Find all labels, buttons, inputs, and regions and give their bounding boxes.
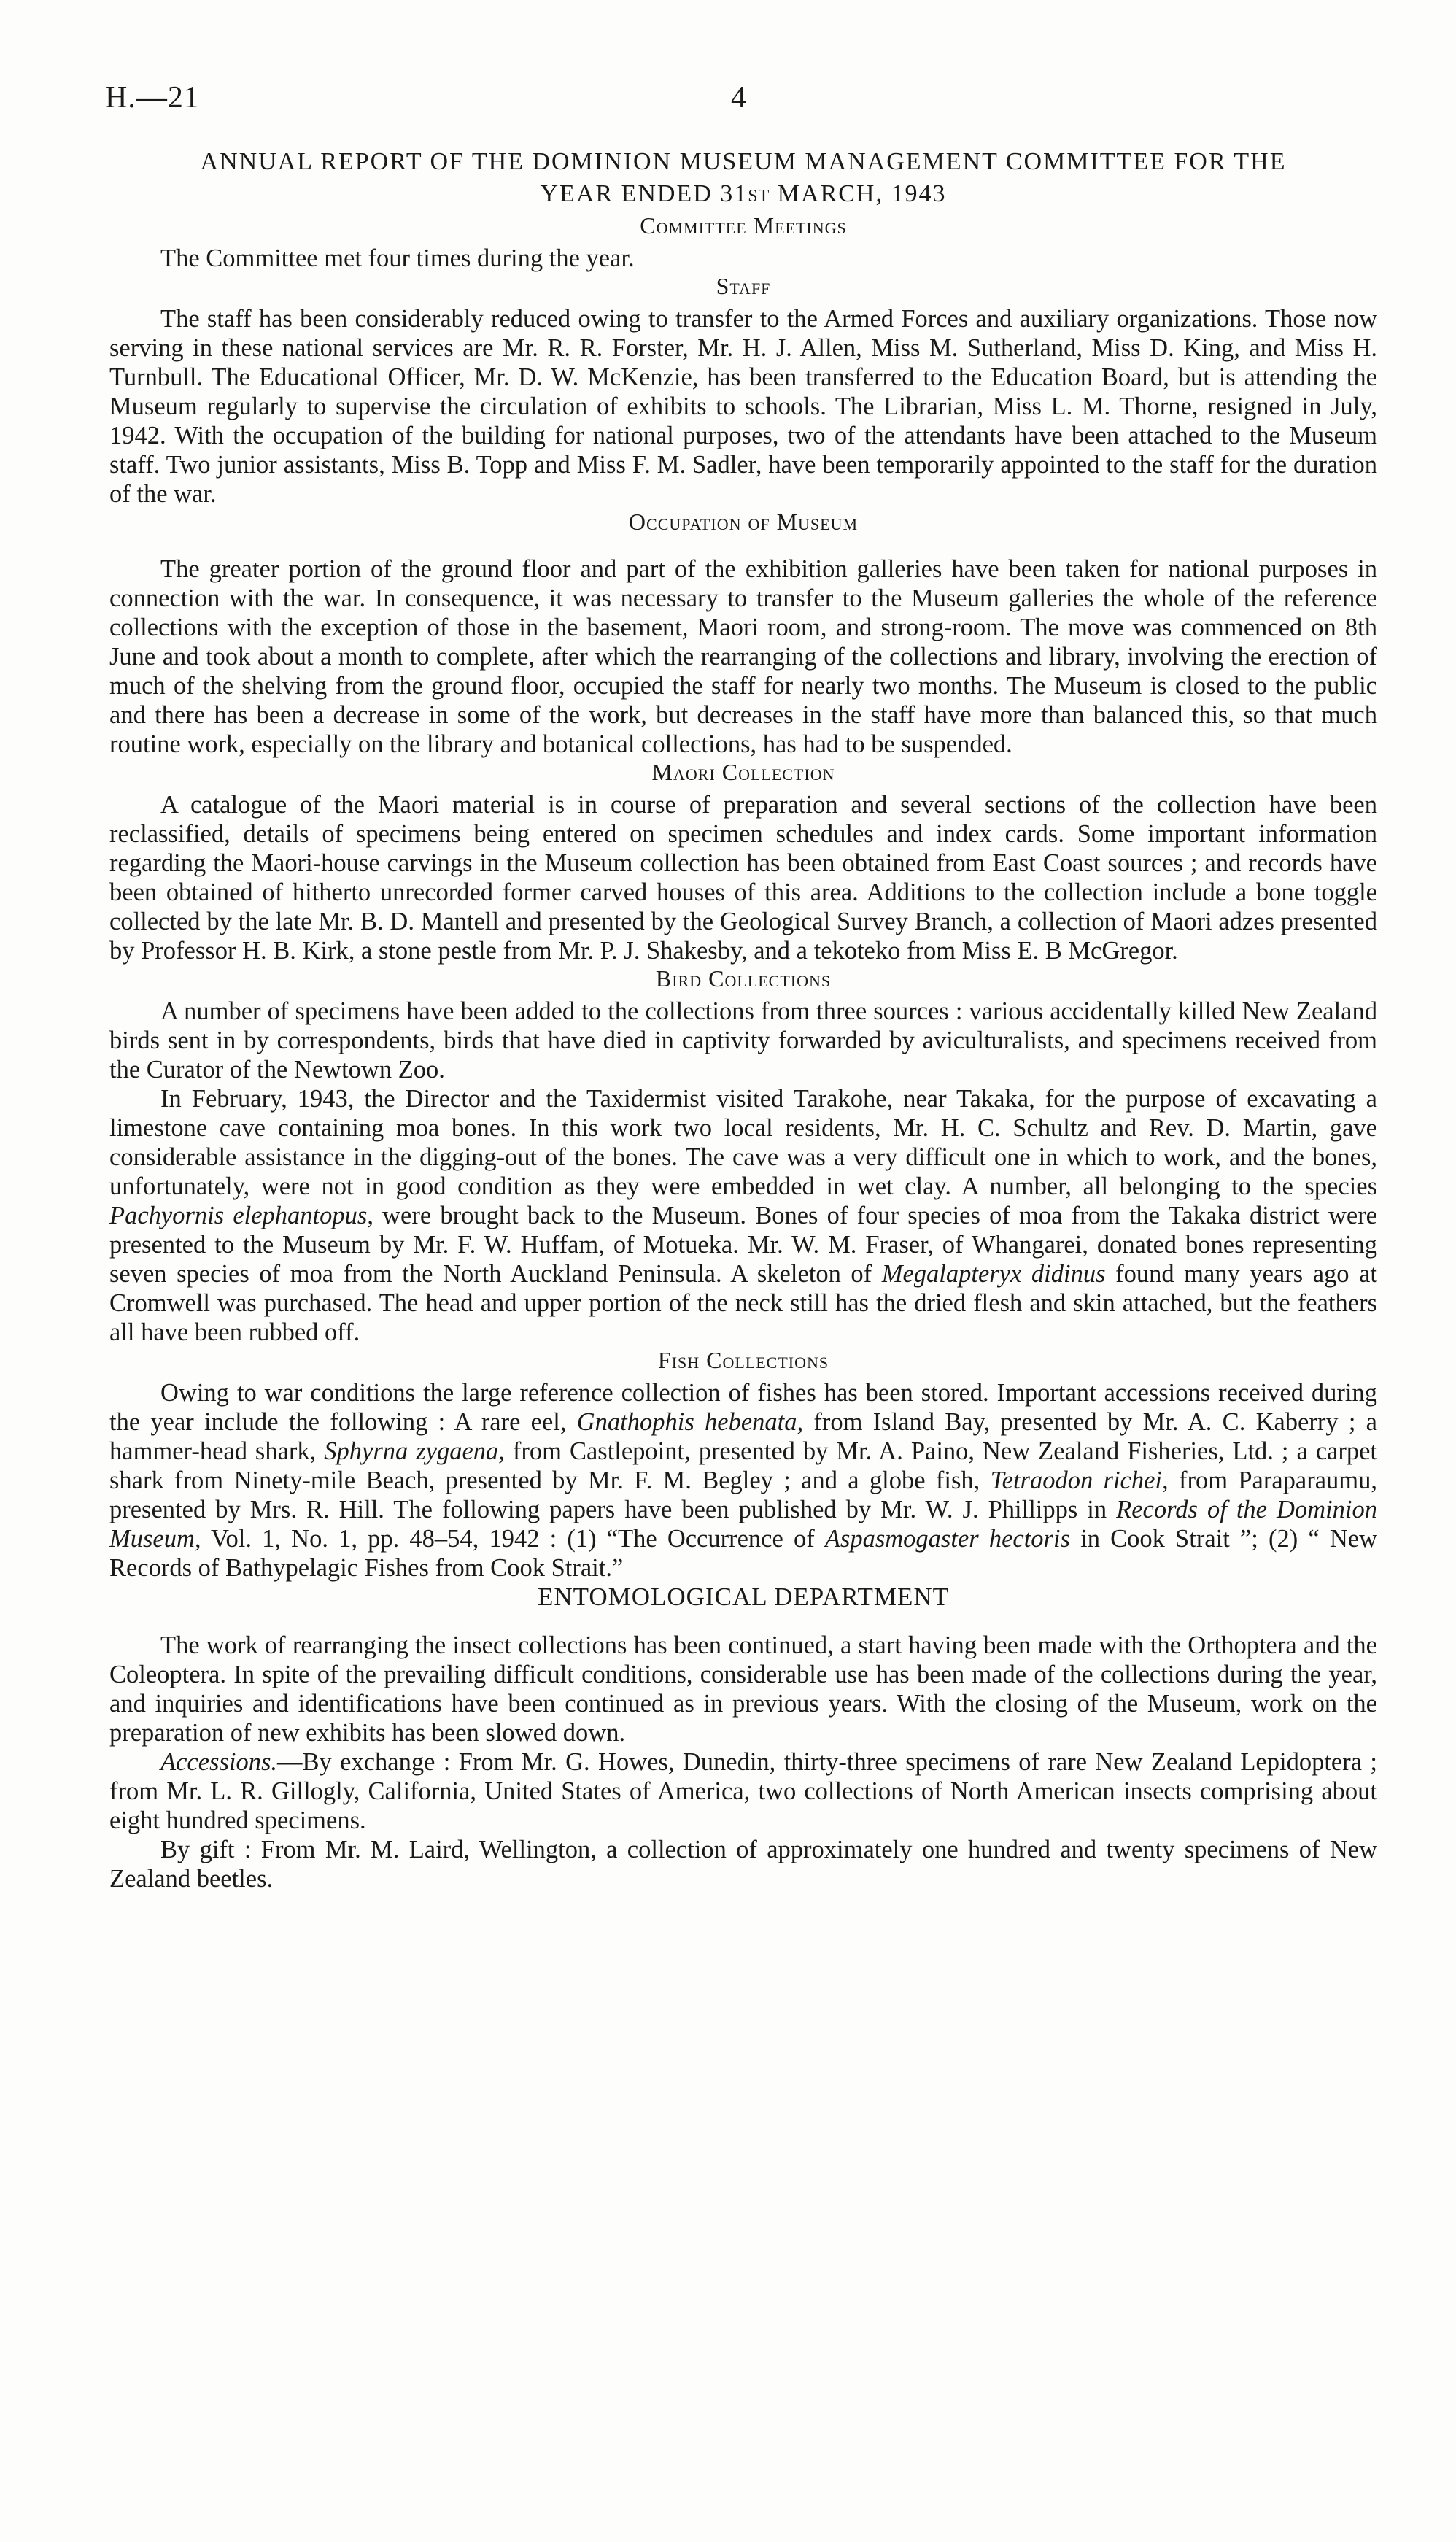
staff-text: The staff has been considerably reduced owing to transfer to the Armed Forces and auxiliary organizations. Those now serving in these national services are Mr. R. R. Forster, Mr. H. J. Allen, Miss M. Sutherland, Miss D. King, and Miss H. Turnbull. The Educational Officer, Mr. D. W. McKenzie, has been transferred to the Education Board, but is attending the Museum regularly to supervise the circulation of exhibits to schools. The Librarian, Miss L. M. Thorne, resigned in July, 1942. With the occupation of the building for national purposes, two of the attendants have been attached to the Museum staff. Two junior assistants, Miss B. Topp and Miss F. M. Sadler, have been temporarily appointed to the staff for the duration of the war. bbox=[109, 305, 1377, 508]
bird-text-part-c: found many years ago at Cromwell was purchased. The head and upper portion of the neck still has the dried flesh and skin attached, but the feathers all have been rubbed off. bbox=[109, 1260, 1378, 1346]
journal-title: Records of the Dominion Museum, bbox=[109, 1496, 1377, 1553]
species-name: Tetraodon richei, bbox=[990, 1467, 1169, 1494]
maori-collection-heading: Maori Collection bbox=[651, 759, 835, 785]
page-header bbox=[105, 67, 1377, 118]
species-name: Aspasmogaster hectoris bbox=[824, 1525, 1070, 1553]
entomology-para-1: The work of rearranging the insect collections has been continued, a start having been made with the Orthoptera and the Coleoptera. In spite of the prevailing difficult conditions, considerable use has been made of the collections during the year, and inquiries and identifications have been continued as in previous years. With the closing of the Museum, work on the preparation of new exhibits has been slowed down. bbox=[109, 1631, 1377, 1747]
fish-text-part-a: Owing to war conditions the large reference collection of fishes has been stored. Important accessions received during the year include the following : A rare eel, bbox=[109, 1379, 1377, 1436]
document-code: H.—21 bbox=[105, 81, 200, 115]
fish-text-part-e: Vol. 1, No. 1, pp. 48–54, 1942 : (1) “The Occurrence of bbox=[201, 1525, 825, 1553]
maori-collection-text: A catalogue of the Maori material is in course of preparation and several sections of the collection have been reclassified, details of specimens being entered on specimen schedules and index cards. Some important information regarding the Maori-house carvings in the Museum collection has been obtained from East Coast sources ; and records have been obtained of hitherto unrecorded former carved houses of this area. Additions to the collection include a bone toggle collected by the late Mr. B. D. Mantell and presented by the Geological Survey Branch, a collection of Maori adzes presented by Professor H. B. Kirk, a stone pestle from Mr. P. J. Shakesby, and a tekoteko from Miss E. B McGregor. bbox=[109, 791, 1377, 965]
fish-text-part-c: from Castlepoint, presented by Mr. A. Paino, New Zealand Fisheries, Ltd. ; a carpet shark from Ninety-mile Beach, presented by Mr. F. M. Begley ; and a globe fish, bbox=[109, 1437, 1377, 1494]
fish-collections-text bbox=[109, 1378, 1377, 1583]
bird-collections-heading: Bird Collections bbox=[655, 965, 832, 992]
species-name: Megalapteryx didinus bbox=[881, 1260, 1106, 1288]
occupation-text: The greater portion of the ground floor and part of the exhibition galleries have been taken for national purposes in connection with the war. In consequence, it was necessary to transfer to the Museum galleries the whole of the reference collections with the exception of those in the basement, Maori room, and strong-room. The move was commenced on 8th June and took about a month to complete, after which the rearranging of the collections and library, involving the erection of much of the shelving from the ground floor, occupied the staff for nearly two months. The Museum is closed to the public and there has been a decrease in some of the work, but decreases in the staff have more than balanced this, so that much routine work, especially on the library and botanical collections, has had to be suspended. bbox=[109, 555, 1377, 758]
committee-meetings-heading: Committee Meetings bbox=[640, 212, 847, 239]
report-title-line-1: ANNUAL REPORT OF THE DOMINION MUSEUM MANAGEMENT COMMITTEE FOR THE bbox=[200, 148, 1287, 175]
report-title-line-2 bbox=[541, 180, 947, 207]
bird-collections-para-2 bbox=[109, 1084, 1377, 1347]
bird-collections-para-1: A number of specimens have been added to the collections from three sources : various accidentally killed New Zealand birds sent in by correspondents, birds that have died in captivity forwarded by aviculturalists, and specimens received from the Curator of the Newtown Zoo. bbox=[109, 997, 1377, 1083]
entomology-accessions bbox=[109, 1747, 1377, 1835]
entomological-department-heading: ENTOMOLOGICAL DEPARTMENT bbox=[537, 1583, 950, 1611]
entomology-gift: By gift : From Mr. M. Laird, Wellington, a collection of approximately one hundred and twenty specimens of New Zealand beetles. bbox=[109, 1836, 1377, 1893]
fish-text-part-d: from Paraparaumu, presented by Mrs. R. Hill. The following papers have been published by Mr. W. J. Phillipps in bbox=[109, 1467, 1377, 1523]
title-ordinal-suffix: ST bbox=[748, 187, 770, 206]
report-title bbox=[109, 146, 1377, 212]
page-number: 4 bbox=[731, 81, 746, 115]
staff-heading: Staff bbox=[716, 273, 771, 299]
title-month-year: MARCH, 1943 bbox=[770, 180, 947, 207]
fish-collections-heading: Fish Collections bbox=[657, 1347, 829, 1373]
fish-text-part-f: in Cook Strait ”; (2) “ New Records of Bathypelagic Fishes from Cook Strait.” bbox=[109, 1525, 1377, 1582]
species-name: Sphyrna zygaena, bbox=[324, 1437, 505, 1465]
title-year-text: YEAR ENDED 31 bbox=[540, 180, 748, 207]
bird-text-part-a: In February, 1943, the Director and the Taxidermist visited Tarakohe, near Takaka, for the purpose of excavating a limestone cave containing moa bones. In this work two local residents, Mr. H. C. Schultz and Rev. D. Martin, gave considerable assistance in the digging-out of the bones. The cave was a very difficult one in which to work, and the bones, unfortunately, were not in good condition as they were embedded in wet clay. A number, all belonging to the species bbox=[109, 1085, 1377, 1200]
accessions-label: Accessions. bbox=[160, 1748, 278, 1776]
committee-meetings-text: The Committee met four times during the year. bbox=[160, 244, 635, 272]
accessions-text: —By exchange : From Mr. G. Howes, Dunedin, thirty-three specimens of rare New Zealand Lepidoptera ; from Mr. L. R. Gillogly, California, United States of America, two collections of North American insects comprising about eight hundred specimens. bbox=[109, 1748, 1377, 1834]
bird-text-part-b: , were brought back to the Museum. Bones of four species of moa from the Takaka district were presented to the Museum by Mr. F. W. Huffam, of Motueka. Mr. W. M. Fraser, of Whangarei, donated bones representing seven species of moa from the North Auckland Peninsula. A skeleton of bbox=[109, 1202, 1377, 1288]
species-name: Pachyornis elephantopus bbox=[109, 1202, 368, 1229]
fish-text-part-b: from Island Bay, presented by Mr. A. C. Kaberry ; a hammer-head shark, bbox=[109, 1408, 1377, 1465]
species-name: Gnathophis hebenata, bbox=[576, 1408, 804, 1436]
occupation-heading: Occupation of Museum bbox=[628, 509, 859, 535]
